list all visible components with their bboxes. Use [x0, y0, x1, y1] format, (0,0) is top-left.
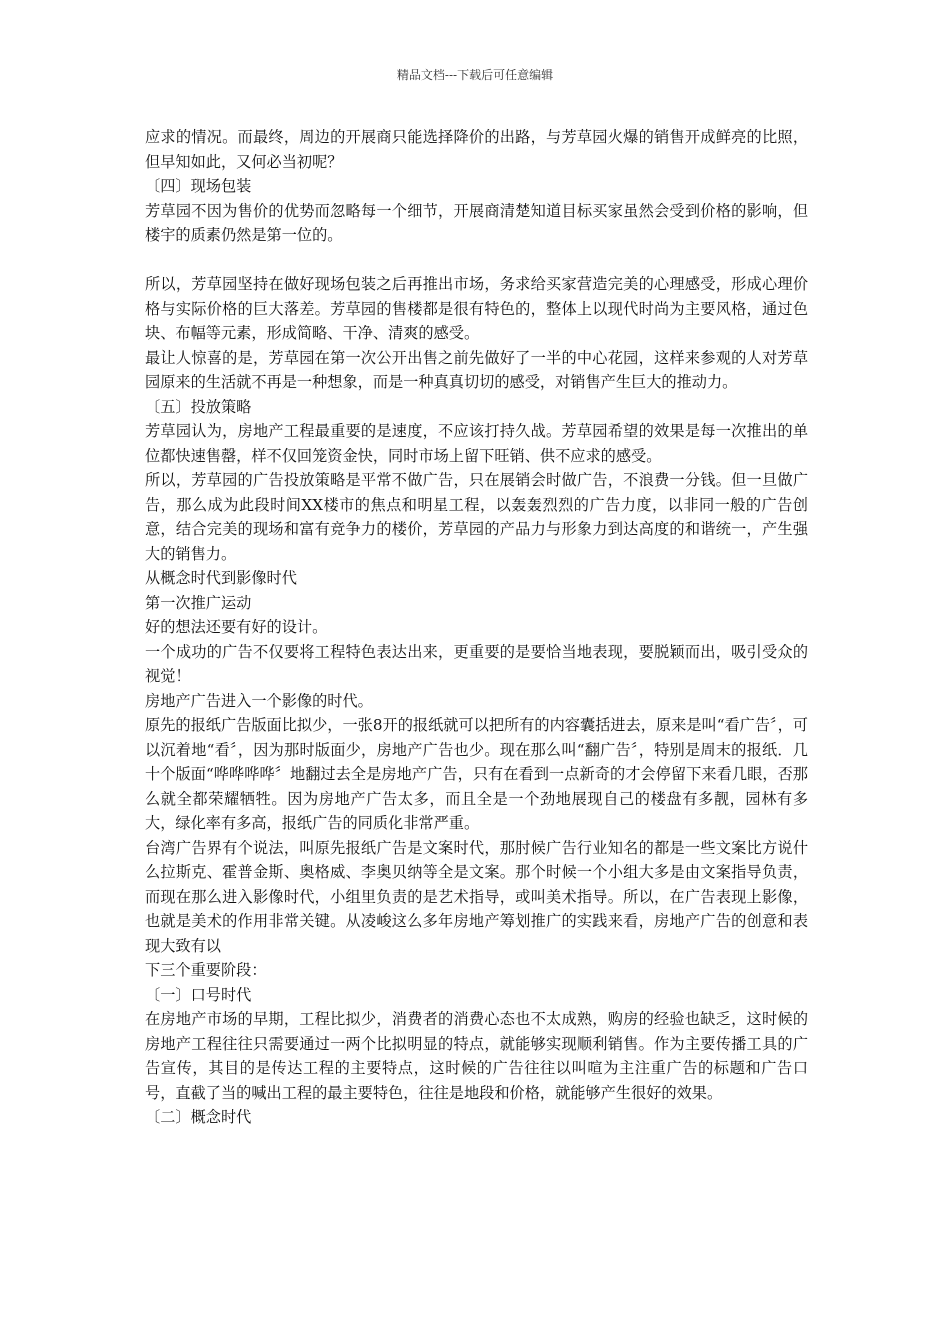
paragraph: 最让人惊喜的是，芳草园在第一次公开出售之前先做好了一半的中心花园，这样来参观的人对芳草园原来的生活就不再是一种想象，而是一种真真切切的感受，对销售产生巨大的推动力。 [145, 348, 808, 391]
paragraph: 所以，芳草园坚持在做好现场包装之后再推出市场，务求给买家营造完美的心理感受，形成心理价格与实际价格的巨大落差。芳草园的售楼都是很有特色的，整体上以现代时尚为主要风格，通过色块、布幅等元素，形成简略、干净、清爽的感受。 [145, 275, 808, 342]
paragraph: 房地产广告进入一个影像的时代。 [145, 691, 373, 710]
paragraph: 芳草园认为，房地产工程最重要的是速度，不应该打持久战。芳草园希望的效果是每一次推出的单位都快速售罄，样不仅回笼资金快，同时市场上留下旺销、供不应求的感受。 [145, 422, 808, 465]
section-heading: 〔一〕口号时代 [145, 985, 252, 1004]
page-header: 精品文档---下载后可任意编辑 [396, 68, 554, 82]
section-heading: 第一次推广运动 [145, 593, 252, 612]
paragraph: 下三个重要阶段： [145, 961, 267, 979]
paragraph: 所以，芳草园的广告投放策略是平常不做广告，只在展销会时做广告，不浪费一分钱。但一旦做广告，那么成为此段时间XX楼市的焦点和明星工程，以轰轰烈烈的广告力度，以非同一般的广告创意，结合完美的现场和富有竞争力的楼价，芳草园的产品力与形象力到达高度的和谐统一，产生强大的销售力。 [145, 471, 808, 563]
paragraph: 应求的情况。而最终，周边的开展商只能选择降价的出路，与芳草园火爆的销售开成鲜亮的比照，但早知如此，又何必当初呢？ [145, 128, 808, 171]
blank-line [145, 248, 808, 273]
paragraph: 一个成功的广告不仅要将工程特色表达出来，更重要的是要恰当地表现，要脱颖而出，吸引受众的视觉！ [145, 642, 808, 685]
section-heading: 从概念时代到影像时代 [145, 569, 297, 587]
paragraph: 原先的报纸广告版面比拟少，一张8开的报纸就可以把所有的内容囊括进去，原来是叫“看广告〞，可以沉着地“看〞，因为那时版面少，房地产广告也少。现在那么叫“翻广告〞，特别是周末的报纸．几十个版面“哗哗哗哗〞地翻过去全是房地产广告，只有在看到一点新奇的才会停留下来看几眼，否那么就全都荣耀牺牲。因为房地产广告太多，而且全是一个劲地展现自己的楼盘有多靓，园林有多大，绿化率有多高，报纸广告的同质化非常严重。 [145, 716, 808, 832]
section-heading: 〔二〕概念时代 [145, 1108, 252, 1126]
paragraph: 台湾广告界有个说法，叫原先报纸广告是文案时代，那肘候广告行业知名的都是一些文案比方说什么拉斯克、霍普金斯、奥格威、李奥贝纳等全是文案。那个时候一个小组大多是由文案指导负责，而现在那么进入影像时代，小组里负责的是艺术指导，或叫美术指导。所以，在广告表现上影像，也就是美术的作用非常关键。从凌峻这么多年房地产筹划推广的实践来看，房地产广告的创意和表现大致有以 [145, 838, 808, 955]
section-heading: 〔四〕现场包装 [145, 177, 252, 195]
paragraph: 芳草园不因为售价的优势而忽略每一个细节，开展商清楚知道目标买家虽然会受到价格的影响，但楼宇的质素仍然是第一位的。 [145, 201, 808, 244]
paragraph: 好的想法还要有好的设计。 [145, 618, 328, 636]
paragraph: 在房地产市场的早期，工程比拟少，消费者的消费心态也不太成熟，购房的经验也缺乏，这时候的房地产工程往往只需要通过一两个比拟明显的特点，就能够实现顺利销售。作为主要传播工具的广告宣传，其目的是传达工程的主要特点，这时候的广告往往以叫喧为主注重广告的标题和广告口号，直截了当的喊出工程的最主要特色，往往是地段和价格，就能够产生很好的效果。 [145, 1010, 808, 1102]
document-body [145, 125, 808, 1130]
section-heading: 〔五〕投放策略 [145, 397, 252, 416]
